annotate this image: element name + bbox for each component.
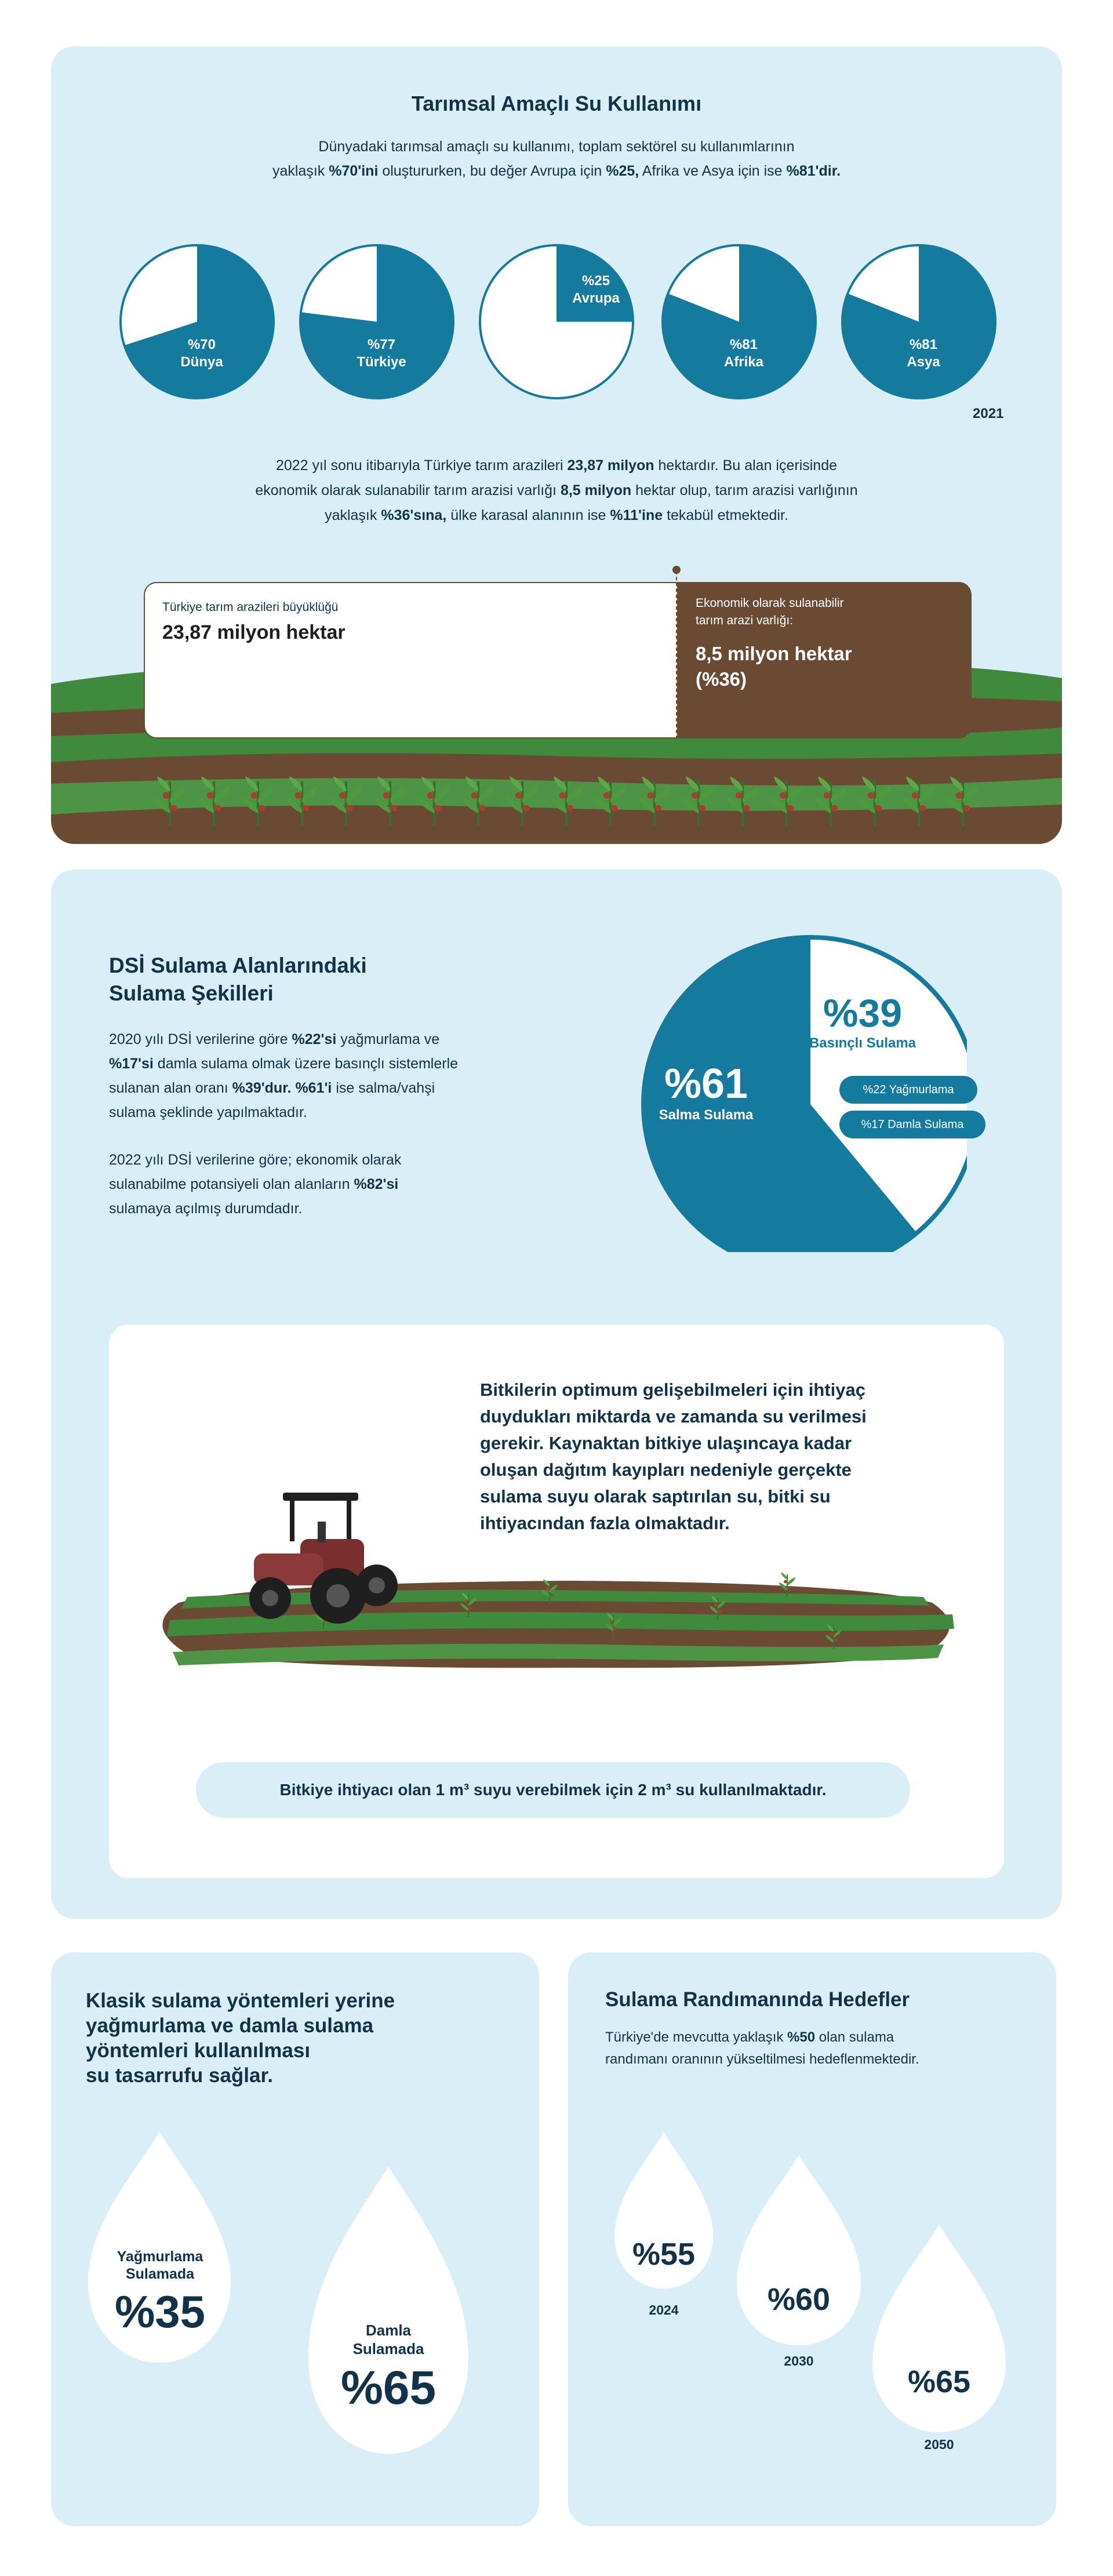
- target-2030-value: %60: [767, 2282, 831, 2317]
- irrigable-land-value: 8,5 milyon hektar (%36): [696, 643, 852, 690]
- section4-title: Sulama Randımanında Hedefler: [605, 1988, 910, 2011]
- pie-label-3: %81 Afrika: [723, 337, 764, 370]
- target-2030-year: 2030: [784, 2353, 814, 2368]
- section2-paragraph-1: 2020 yılı DSİ verilerine göre %22'si yağmurlama ve %17'si damla sulama olmak üzere basınçlı sistemlerle sulanan alan oranı %39'dur. %61'i ise salma/vahşi sulama şeklinde yapılmaktadır.: [109, 1031, 459, 1120]
- section3-title: Klasik sulama yöntemleri yerine yağmurlama ve damla sulama yöntemleri kullanılması su tasarrufu sağlar.: [86, 1989, 395, 2087]
- section2-title: DSİ Sulama Alanlarındaki Sulama Şekilleri: [109, 954, 367, 1005]
- water-saving-card: [51, 1952, 539, 2526]
- irrigable-land-label: Ekonomik olarak sulanabilir tarım arazi varlığı:: [696, 596, 844, 627]
- water-need-pill: Bitkiye ihtiyacı olan 1 m³ suyu verebilmek için 2 m³ su kullanılmaktadır.: [196, 1762, 910, 1818]
- target-2024-value: %55: [632, 2237, 696, 2272]
- section2-paragraph-2: 2022 yılı DSİ verilerine göre; ekonomik olarak sulanabilme potansiyeli olan alanların %82'si sulamaya açılmış durumdadır.: [109, 1152, 402, 1217]
- region-pies: [51, 238, 1062, 406]
- distribution-loss-card: [109, 1325, 1004, 1878]
- total-land-label: Türkiye tarım arazileri büyüklüğü: [162, 601, 339, 614]
- pie-label-0: %70 Dünya: [180, 337, 223, 370]
- badge-yagmurlama: %22 Yağmurlama: [839, 1076, 977, 1104]
- section1-intro: Dünyadaki tarımsal amaçlı su kullanımı, toplam sektörel su kullanımlarının yaklaşık %70'ini oluştururken, bu değer Avrupa için %25, Afrika ve Asya için ise %81'dir.: [272, 139, 841, 179]
- pie-label-2: %25 Avrupa: [572, 273, 620, 306]
- pie-year: 2021: [973, 406, 1004, 421]
- drop-yagmurlama: Yağmurlama Sulamada %35: [114, 2248, 206, 2337]
- badge-damla: %17 Damla Sulama: [839, 1111, 985, 1138]
- irrigation-methods-card: [51, 869, 1062, 1919]
- water-usage-card: [51, 46, 1062, 844]
- drop-damla: Damla Sulamada %65: [340, 2322, 437, 2414]
- pie-label-4: %81 Asya: [907, 337, 940, 370]
- drop-icon: [872, 2225, 1006, 2432]
- irrigable-land-box: [677, 582, 972, 738]
- target-2050-year: 2050: [924, 2437, 954, 2452]
- section1-title: Tarımsal Amaçlı Su Kullanımı: [411, 92, 702, 115]
- slice-label-basincli: %39 Basınçlı Sulama: [809, 991, 916, 1051]
- pie-label-1: %77 Türkiye: [357, 337, 406, 370]
- target-2024-year: 2024: [649, 2302, 679, 2317]
- slice-label-salma: %61 Salma Sulama: [659, 1061, 754, 1123]
- divider-dot: [672, 566, 681, 574]
- section4-text: Türkiye'de mevcutta yaklaşık %50 olan sulama randımanı oranının yükseltilmesi hedeflenmektedir.: [605, 2029, 919, 2067]
- target-drops: [568, 2132, 1056, 2526]
- total-land-value: 23,87 milyon hektar: [162, 621, 345, 643]
- total-land-box: [144, 582, 677, 738]
- section1-paragraph: 2022 yıl sonu itibarıyla Türkiye tarım arazileri 23,87 milyon hektardır. Bu alan içerisinde ekonomik olarak sulanabilir tarım arazisi varlığı 8,5 milyon hektar olup, tarım arazisi varlığının yaklaşık %36'sına, ülke karasal alanının ise %11'ine tekabül etmektedir.: [255, 457, 858, 523]
- tractor-icon: [249, 1493, 398, 1624]
- tractor-field-illustration: [109, 1452, 1004, 1753]
- distribution-loss-text: Bitkilerin optimum gelişebilmeleri için ihtiyaç duydukları miktarda ve zamanda su verilmesi gerekir. Kaynaktan bitkiye ulaşıncaya kadar oluşan dağıtım kayıpları nedeniyle gerçekte sulama suyu olarak saptırılan su, bitki su ihtiyacından fazla olmaktadır.: [480, 1380, 867, 1533]
- target-2050-value: %65: [907, 2364, 971, 2399]
- efficiency-targets-card: [568, 1952, 1056, 2526]
